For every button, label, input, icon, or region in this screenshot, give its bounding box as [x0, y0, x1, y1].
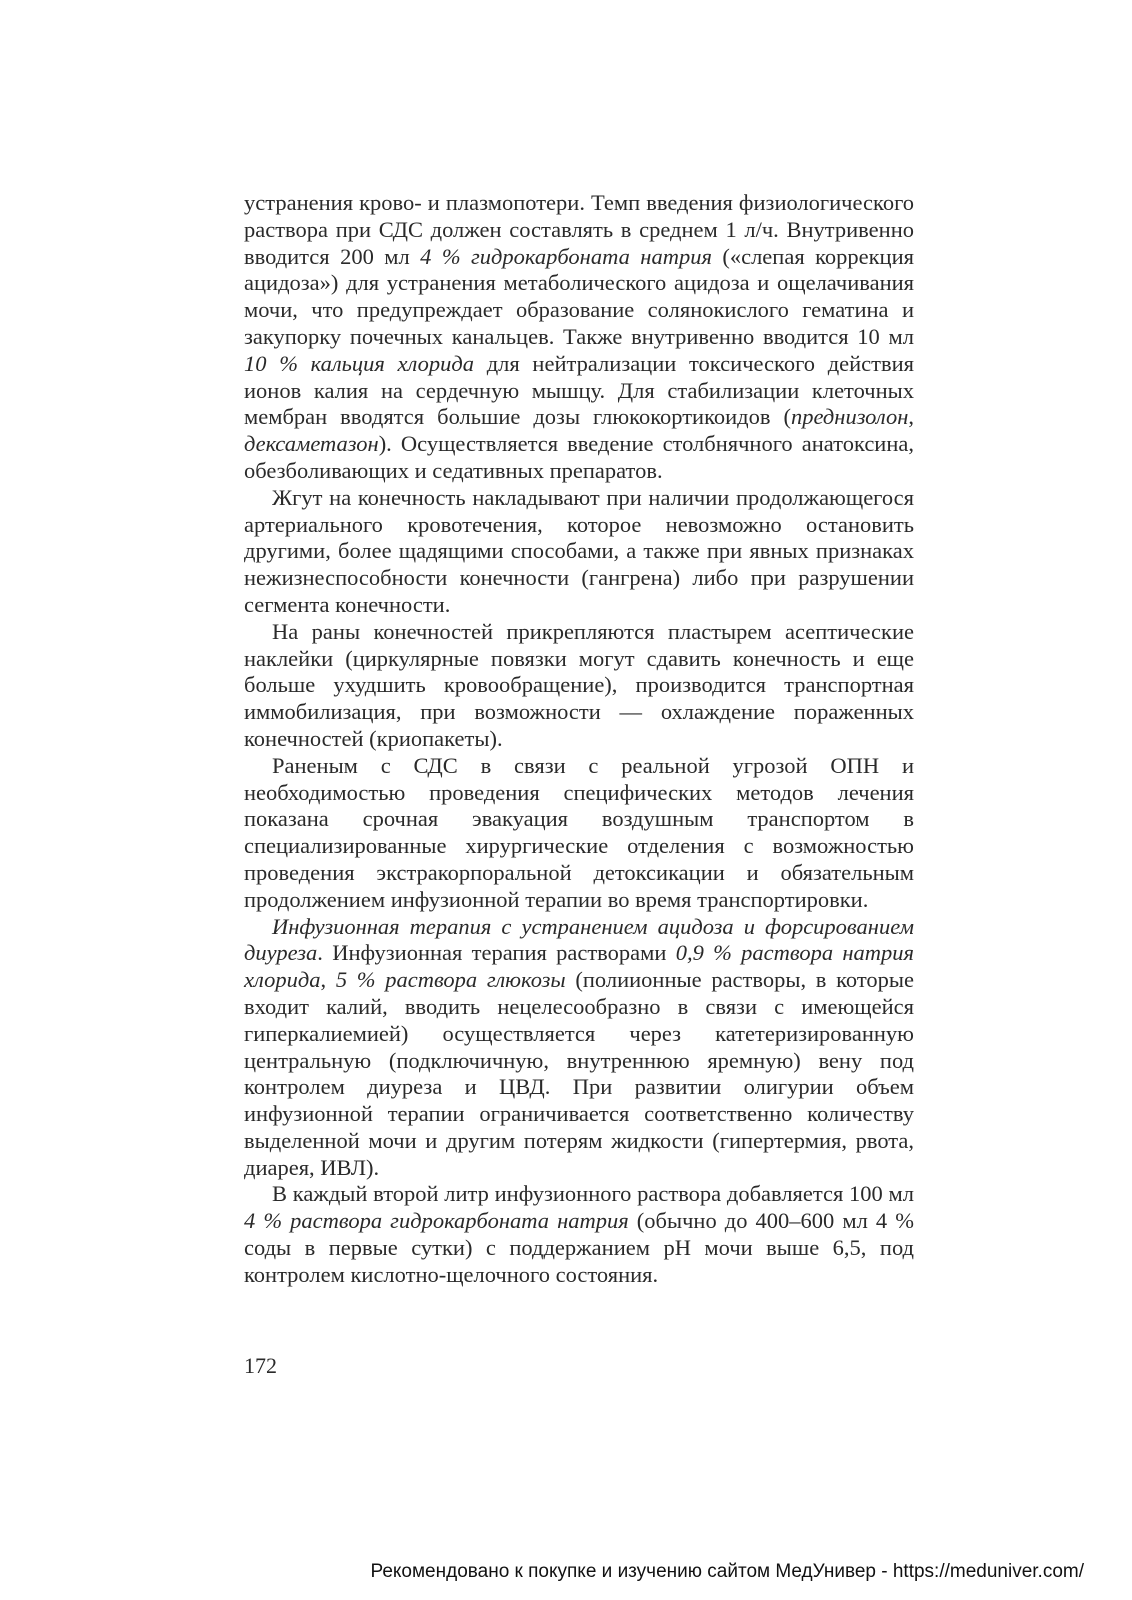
body-text — [244, 190, 914, 1289]
italic-text-run: Инфузионная терапия с устранением ацидоза и форсированием диуреза — [244, 913, 914, 966]
text-run: На раны конечностей прикрепляются пластырем асептические наклейки (циркулярные повязки могут сдавить конечность и еще больше ухудшить кровообращение), производится транспортная иммобилизация, при возможности — охлаждение пораженных конечностей (криопакеты). — [244, 618, 914, 751]
text-run: для нейтрализации токсического действия ионов калия на сердечную мышцу. Для стабилизации клеточных мембран вводятся большие дозы глюкокортикоидов ( — [244, 350, 915, 430]
text-run: (полиионные растворы, в которые входит калий, вводить нецелесообразно в связи с имеющейся гиперкалиемией) осуществляется через катетеризированную центральную (подключичную, внутреннюю яремную) вену под контролем диуреза и ЦВД. При развитии олигурии объем инфузионной терапии ограничивается соответственно количеству выделенной мочи и другим потерям жидкости (гипертермия, рвота, диарея, ИВЛ). — [244, 967, 914, 1180]
text-run: ). Осуществляется введение столбнячного анатоксина, обезболивающих и седативных препаратов. — [244, 431, 914, 483]
text-run: Жгут на конечность накладывают при наличии продолжающегося артериального кровотечения, которое невозможно остановить другими, более щадящими способами, а также при явных признаках нежизнеспособности конечности (гангрена) либо при разрушении сегмента конечности. — [244, 484, 914, 617]
paragraph — [244, 1181, 914, 1288]
text-run: Раненым с СДС в связи с реальной угрозой ОПН и необходимостью проведения специфических методов лечения показана срочная эвакуация воздушным транспортом в специализированные хирургические отделения с возможностью проведения экстракорпоральной детоксикации и обязательным продолжением инфузионной терапии во время транспортировки. — [244, 752, 914, 912]
text-run: . Инфузионная терапия растворами — [317, 940, 676, 966]
italic-text-run: 4 % гидрокарбоната натрия — [420, 243, 712, 269]
text-run: («слепая коррекция ацидоза») для устранения метаболического ацидоза и ощелачивания мочи, что предупреждает образование солянокислого гематина и закупорку почечных канальцев. Также внутривенно вводится 10 мл — [244, 243, 914, 349]
italic-text-run: 0,9 % раствора натрия хлорида — [244, 940, 914, 993]
paragraph — [244, 485, 914, 619]
text-run: В каждый второй литр инфузионного раствора добавляется 100 мл — [272, 1181, 914, 1207]
italic-text-run: 4 % раствора гидрокарбоната натрия — [244, 1208, 629, 1234]
italic-text-run: 10 % кальция хлорида — [244, 350, 475, 376]
page-number: 172 — [244, 1353, 277, 1378]
paragraph — [244, 914, 914, 1182]
footer-promo-link[interactable]: Рекомендовано к покупке и изучению сайтом МедУнивер - https://meduniver.com/ — [370, 1561, 1084, 1582]
italic-text-run: дексаметазон — [244, 431, 379, 457]
paragraph — [244, 190, 914, 485]
italic-text-run: 5 % раствора глюкозы — [335, 967, 566, 993]
text-run: , — [908, 404, 914, 430]
text-run: , — [320, 967, 336, 993]
text-run: (обычно до 400–600 мл 4 % соды в первые сутки) с поддержанием рН мочи выше 6,5, под контролем кислотно-щелочного состояния. — [244, 1208, 914, 1287]
text-run: устранения крово- и плазмопотери. Темп введения физиологического раствора при СДС должен составлять в среднем 1 л/ч. Внутривенно вводится 200 мл — [244, 190, 914, 269]
paragraph — [244, 619, 914, 753]
paragraph — [244, 753, 914, 914]
italic-text-run: преднизолон — [790, 404, 909, 430]
